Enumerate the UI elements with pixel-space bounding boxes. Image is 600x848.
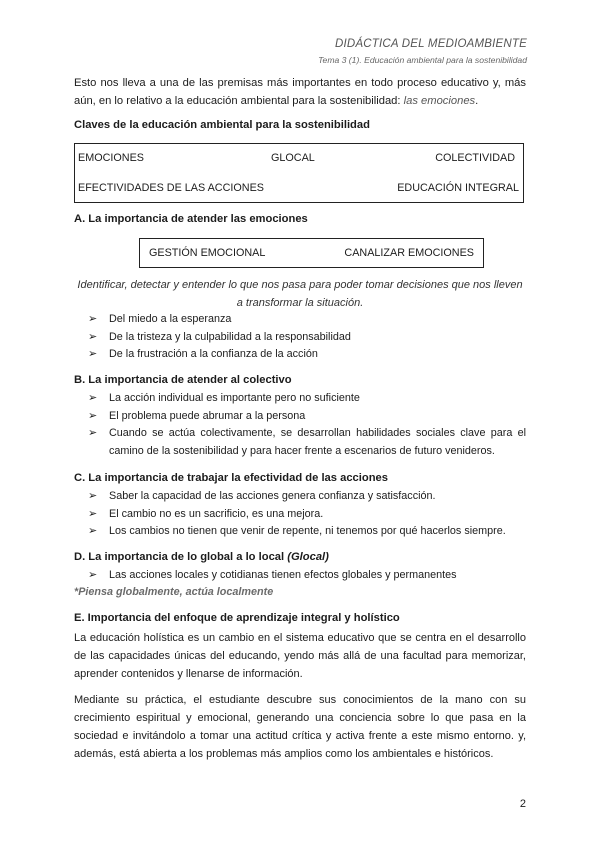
section-e-paragraph-1: La educación holística es un cambio en el sistema educativo que se centra en el desarrollo de las capacidades únicas del educando, yendo más allá de una facultad para memorizar, aprender contenidos y llenarse de información. [74,632,526,680]
intro-text: Esto nos lleva a una de las premisas más importantes en todo proceso educativo y, más aún, en lo relativo a la educación ambiental para la sostenibilidad: [74,77,526,107]
section-c-heading: C. La importancia de trabajar la efectividad de las acciones [74,472,388,484]
keys-heading: Claves de la educación ambiental para la sostenibilidad [74,119,370,131]
list-item: ➢ Saber la capacidad de las acciones genera confianza y satisfacción. [88,488,506,506]
arrow-bullet-icon: ➢ [88,392,98,404]
emotions-box [139,238,484,268]
key-efectividades: EFECTIVIDADES DE LAS ACCIONES [78,182,264,194]
list-item: ➢ Las acciones locales y cotidianas tienen efectos globales y permanentes [88,567,457,585]
list-item: ➢ Del miedo a la esperanza [88,311,351,329]
arrow-bullet-icon: ➢ [88,330,98,343]
arrow-bullet-icon: ➢ [88,348,98,360]
section-e-paragraph-2: Mediante su práctica, el estudiante descubre sus conocimientos de la mano con su crecimiento espiritual y emocional, generando una conciencia sobre lo que pasa en la sociedad e invitándolo a tomar una actitud crítica y activa frente a este mismo entorno. y, además, está abierta a los problemas más amplios como los ambientales e históricos. [74,694,526,760]
section-b-list [88,390,526,460]
section-a-heading: A. La importancia de atender las emociones [74,213,308,225]
section-d-note: *Piensa globalmente, actúa localmente [74,586,274,598]
emotions-box-right: CANALIZAR EMOCIONES [344,247,474,259]
list-item: ➢ De la tristeza y la culpabilidad a la responsabilidad [88,329,351,347]
list-item: ➢ Los cambios no tienen que venir de repente, ni tenemos por qué hacerlos siempre. [88,523,506,541]
section-a-list [88,311,351,364]
list-item: ➢ Cuando se actúa colectivamente, se desarrollan habilidades sociales clave para el camino de la sostenibilidad y para hacer frente a escenarios de futuro venideros. [88,427,526,457]
emotions-box-left: GESTIÓN EMOCIONAL [149,247,266,259]
header-subtitle: Tema 3 (1). Educación ambiental para la sostenibilidad [318,55,527,65]
section-d-heading-em: (Glocal) [287,551,329,563]
section-d-heading: D. La importancia de lo global a lo local (Glocal) [74,551,329,563]
section-d-list [88,567,457,585]
list-item: ➢ De la frustración a la confianza de la acción [88,346,351,364]
list-item: ➢ El cambio no es un sacrificio, es una mejora. [88,506,506,524]
key-educacion-integral: EDUCACIÓN INTEGRAL [397,182,519,194]
list-item: ➢ La acción individual es importante pero no suficiente [88,390,526,408]
header-title: DIDÁCTICA DEL MEDIOAMBIENTE [335,38,527,50]
section-e-heading: E. Importancia del enfoque de aprendizaje integral y holístico [74,612,400,624]
arrow-bullet-icon: ➢ [88,507,98,520]
intro-end: . [475,95,479,107]
key-emociones: EMOCIONES [78,152,144,164]
arrow-bullet-icon: ➢ [88,409,98,422]
arrow-bullet-icon: ➢ [88,313,98,325]
key-colectividad: COLECTIVIDAD [435,152,515,164]
section-b-heading: B. La importancia de atender al colectivo [74,374,292,386]
arrow-bullet-icon: ➢ [88,569,98,581]
section-a-quote: Identificar, detectar y entender lo que nos pasa para poder tomar decisiones que nos lleven a transformar la situación. [77,279,523,309]
arrow-bullet-icon: ➢ [88,525,98,537]
section-c-list [88,488,506,541]
intro-paragraph [74,74,526,110]
key-glocal: GLOCAL [271,152,315,164]
keys-box [74,143,524,203]
intro-emphasis: las emociones [403,95,476,107]
arrow-bullet-icon: ➢ [88,427,98,439]
page-number: 2 [519,798,526,810]
arrow-bullet-icon: ➢ [88,490,98,502]
list-item: ➢ El problema puede abrumar a la persona [88,408,526,426]
